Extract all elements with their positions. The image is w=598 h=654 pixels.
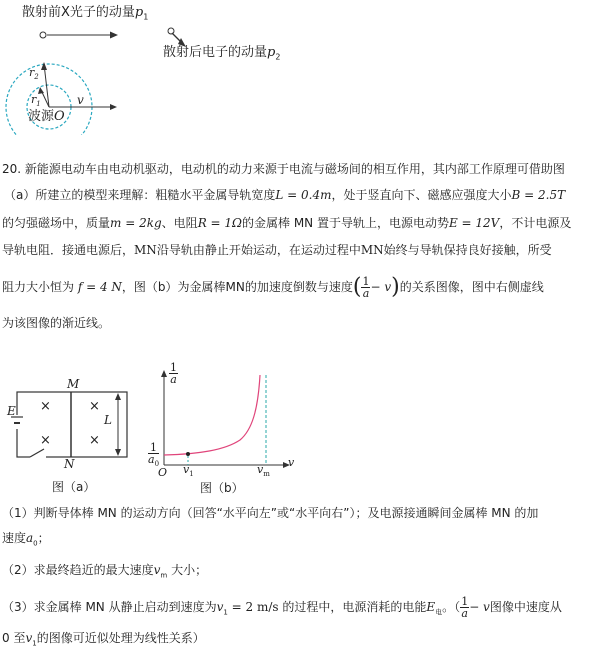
frac-num: 1 bbox=[461, 595, 469, 608]
v1-symbol: v bbox=[25, 631, 33, 645]
text-seg: 、电阻 bbox=[161, 216, 198, 230]
mass-eq: m = 2kg bbox=[110, 216, 162, 230]
electron-label-text: 散射后电子的动量 bbox=[163, 45, 268, 60]
frac-den: a bbox=[461, 607, 468, 620]
photon-label-text: 散射前X光子的动量 bbox=[22, 5, 135, 20]
label-E: E bbox=[7, 404, 16, 418]
v1-label bbox=[183, 463, 194, 478]
r1-sub: 1 bbox=[36, 100, 41, 109]
wave-source-O: O bbox=[54, 109, 65, 124]
y-den: a bbox=[170, 373, 177, 386]
left-paren: ( bbox=[352, 274, 362, 300]
label-N: N bbox=[64, 457, 75, 471]
v1-sub: 1 bbox=[223, 608, 228, 617]
inverse-a-fraction bbox=[460, 596, 469, 619]
p2-sub: 2 bbox=[275, 52, 281, 62]
mn-symbol: MN bbox=[360, 243, 384, 257]
frac-den: a bbox=[362, 287, 370, 300]
y0-num: 1 bbox=[148, 442, 159, 454]
p2-symbol: p bbox=[267, 45, 276, 60]
r1-symbol: r bbox=[31, 93, 37, 106]
v1-sub: 1 bbox=[189, 470, 194, 479]
y-axis-label bbox=[169, 362, 178, 385]
cross-mark: × bbox=[40, 399, 51, 414]
text-seg: 的过程中，电源消耗的电能 bbox=[278, 600, 427, 614]
text-seg: ； bbox=[37, 531, 50, 545]
text-seg: 的图像可近似处理为线性关系） bbox=[36, 631, 205, 645]
frac-num: 1 bbox=[362, 275, 370, 288]
text-seg: ，图（b）为金属棒MN的加速度倒数与速度 bbox=[121, 280, 353, 294]
mn-symbol: MN bbox=[134, 243, 157, 257]
text-seg: 阻力大小恒为 bbox=[2, 280, 75, 294]
label-L: L bbox=[104, 413, 112, 427]
text-seg: （a）所建立的模型来理解：粗糙水平金属导轨宽度 bbox=[4, 188, 276, 202]
figure-b-plot bbox=[140, 355, 300, 480]
text-seg: 图像中速度从 bbox=[489, 600, 562, 614]
inverse-a-curve bbox=[164, 375, 260, 455]
question-1-line-1: （1）判断导体棒 MN 的运动方向（回答“水平向左”或“水平向右”）；及电源接通瞬间金属棒 MN 的加 bbox=[2, 506, 539, 520]
e-symbol: E bbox=[426, 600, 436, 614]
a0-symbol: a bbox=[26, 531, 34, 545]
v1-sub: 1 bbox=[32, 639, 37, 648]
emf-eq: E = 12V bbox=[448, 216, 500, 230]
question-1-line-2 bbox=[2, 530, 50, 551]
text-seg: 的关系图像，图中右侧虚线 bbox=[399, 280, 544, 294]
text-seg: （3）求金属棒 MN 从静止启动到速度为 bbox=[2, 600, 217, 614]
cross-mark: × bbox=[40, 433, 51, 448]
vm-symbol: v bbox=[153, 563, 161, 577]
y-num: 1 bbox=[170, 361, 177, 374]
cross-mark: × bbox=[89, 433, 100, 448]
friction-eq: f = 4 N bbox=[77, 280, 122, 294]
electron-momentum-label bbox=[163, 45, 280, 66]
text-seg: 的金属棒 MN 置于导轨上，电源电动势 bbox=[242, 216, 449, 230]
y0-den-letter: a bbox=[148, 453, 155, 466]
figure-a-circuit bbox=[0, 375, 150, 495]
resistance-eq: R = 1Ω bbox=[197, 216, 242, 230]
p1-symbol: p bbox=[134, 5, 144, 20]
text-seg: （2）求最终趋近的最大速度 bbox=[2, 563, 154, 577]
label-M: M bbox=[67, 377, 80, 391]
wave-source-label bbox=[28, 109, 65, 125]
field-eq: B = 2.5T bbox=[511, 188, 566, 202]
r2-sub: 2 bbox=[34, 73, 39, 82]
text-seg: 速度 bbox=[2, 531, 27, 545]
point-v1 bbox=[186, 452, 190, 456]
x-axis-label: v bbox=[288, 456, 295, 469]
problem-line-3 bbox=[2, 215, 571, 231]
width-eq: L = 0.4m bbox=[275, 188, 332, 202]
text-seg: 。（ bbox=[442, 600, 461, 614]
text-seg: 大小； bbox=[167, 563, 208, 577]
text-seg: ，处于竖直向下、磁感应强度大小 bbox=[331, 188, 512, 202]
question-2 bbox=[2, 562, 207, 583]
figure-b-caption: 图（b） bbox=[200, 481, 244, 495]
problem-line-1: 20. 新能源电动车由电动机驱动，电动机的动力来源于电流与磁场间的相互作用，其内部工作原理可借助图 bbox=[2, 162, 565, 176]
question-3-line-2 bbox=[2, 630, 205, 651]
minus-v: − v bbox=[370, 280, 392, 294]
origin-label: O bbox=[158, 466, 168, 479]
vm-sub: m bbox=[263, 470, 270, 479]
problem-line-6: 为该图像的渐近线。 bbox=[2, 316, 111, 330]
v1-value: = 2 m/s bbox=[227, 600, 279, 614]
a0-sub: 0 bbox=[33, 539, 38, 548]
figure-a-caption: 图（a） bbox=[52, 480, 96, 494]
problem-line-5 bbox=[2, 273, 544, 302]
r1-label bbox=[31, 93, 41, 108]
r2-label bbox=[29, 66, 39, 81]
vm-sub: m bbox=[160, 571, 168, 580]
right-paren: ) bbox=[391, 274, 400, 300]
v-label: v bbox=[77, 93, 84, 107]
problem-line-2 bbox=[4, 187, 565, 203]
text-seg: 0 至 bbox=[2, 631, 26, 645]
text-seg: 的匀强磁场中，质量 bbox=[2, 216, 111, 230]
p1-sub: 1 bbox=[143, 12, 149, 22]
vm-label bbox=[257, 463, 270, 478]
wave-source-text: 波源 bbox=[28, 109, 55, 124]
text-seg: ，不计电源及 bbox=[499, 216, 572, 230]
text-seg: 导轨电阻．接通电源后， bbox=[2, 243, 135, 257]
problem-line-4 bbox=[2, 242, 552, 258]
y-axis-frac bbox=[169, 362, 178, 385]
e-sub: 电 bbox=[435, 608, 443, 617]
cross-mark: × bbox=[89, 399, 100, 414]
y0-sub: 0 bbox=[154, 460, 160, 469]
v1-symbol: v bbox=[216, 600, 224, 614]
vm-letter: v bbox=[257, 463, 264, 476]
text-seg: 沿导轨由静止开始运动，在运动过程中 bbox=[156, 243, 361, 257]
photon-momentum-label bbox=[22, 5, 148, 26]
minus-v: − v bbox=[469, 600, 490, 614]
r2-symbol: r bbox=[29, 66, 35, 79]
v1-letter: v bbox=[183, 463, 190, 476]
question-3-line-1 bbox=[2, 594, 562, 625]
text-seg: 始终与导轨保持良好接触，所受 bbox=[383, 243, 552, 257]
